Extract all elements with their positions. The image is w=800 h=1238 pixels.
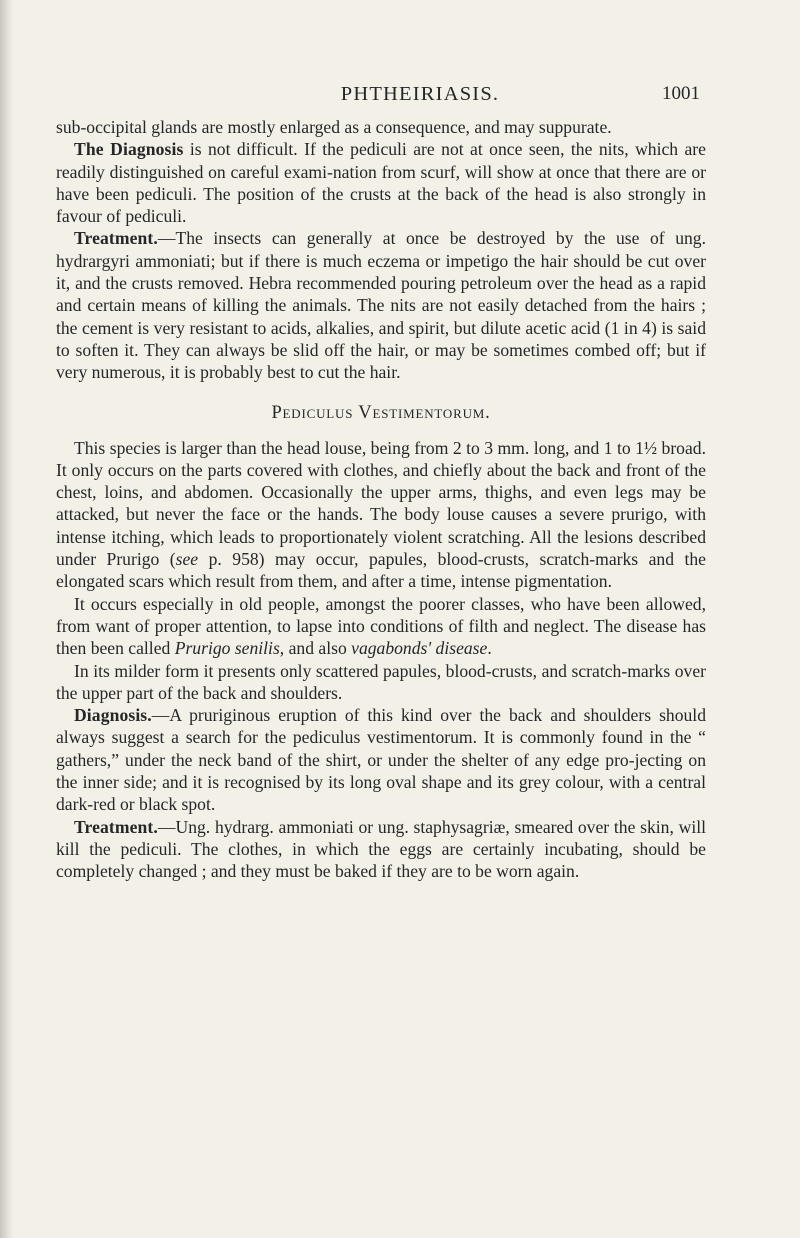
page-header	[140, 80, 700, 108]
treatment-label-2: Treatment.	[74, 816, 158, 837]
milder-form-text: In its milder form it presents only scattered papules, blood-crusts, and scratch-marks over the upper part of the back and shoulders.	[56, 660, 706, 703]
paragraph-treatment-body-louse	[56, 816, 706, 883]
term-prurigo-senilis: Prurigo senilis	[174, 638, 280, 659]
paragraph-milder-form	[56, 660, 706, 705]
paragraph-intro	[56, 116, 706, 138]
paragraph-treatment-head-louse	[56, 227, 706, 383]
page-gutter-shadow	[0, 0, 14, 1238]
occurrence-text: It occurs especially in old people, amongst the poorer classes, who have been allowed, from want of proper attention, to lapse into conditions of filth and neglect. The disease has then been called	[56, 593, 706, 659]
occurrence-mid: , and also	[279, 638, 352, 659]
occurrence-end: .	[487, 638, 492, 659]
diagnosis-label: The Diagnosis	[74, 139, 184, 160]
diagnosis-text: is not difficult. If the pediculi are not at once seen, the nits, which are readily distinguished on careful exami-nation from scurf, will show at once that there are or have been pediculi. The position of the crusts at the back of the head is also strongly in favour of pediculi.	[56, 139, 706, 227]
species-text: This species is larger than the head louse, being from 2 to 3 mm. long, and 1 to 1½ broad. It only occurs on the parts covered with clothes, and chiefly about the back and front of the chest, loins, and abdomen. Occasionally the upper arms, thighs, and even legs may be attacked, but never the face or the hands. The body louse causes a severe prurigo, with intense itching, which leads to proportionately violent scratching. All the lesions described under Prurigo (	[56, 437, 706, 570]
running-title: PHTHEIRIASIS.	[340, 83, 500, 105]
paragraph-diagnosis-head-louse	[56, 138, 706, 227]
page-body	[56, 116, 706, 883]
intro-text: sub-occipital glands are mostly enlarged as a consequence, and may suppurate.	[56, 117, 612, 137]
section-heading: Pediculus Vestimentorum.	[271, 402, 491, 423]
diagnosis-label-2: Diagnosis.	[74, 705, 152, 726]
term-vagabonds-disease: vagabonds' disease	[351, 638, 488, 659]
treatment-text: —The insects can generally at once be destroyed by the use of ung. hydrargyri ammoniati; but if there is much eczema or impetigo the hair should be cut over it, and the crusts removed. Hebra recommended pouring petroleum over the head as a rapid and certain means of killing the animals. The nits are not easily detached from the hairs ; the cement is very resistant to acids, alkalies, and spirit, but dilute acetic acid (1 in 4) is said to soften it. They can always be slid off the hair, or may be sometimes combed off; but if very numerous, it is probably best to cut the hair.	[56, 228, 706, 383]
paragraph-species-description	[56, 437, 706, 593]
paragraph-occurrence	[56, 593, 706, 660]
see-reference: see	[175, 549, 199, 570]
page-number: 1001	[662, 83, 700, 104]
treatment-label: Treatment.	[74, 228, 158, 249]
species-text-end: p. 958) may occur, papules, blood-crusts, scratch-marks and the elongated scars which result from them, and after a time, intense pigmentation.	[56, 549, 706, 592]
treatment-text-2: —Ung. hydrarg. ammoniati or ung. staphysagriæ, smeared over the skin, will kill the pediculi. The clothes, in which the eggs are certainly incubating, should be completely changed ; and they must be baked if they are to be worn again.	[56, 816, 706, 882]
diagnosis-text-2: —A pruriginous eruption of this kind over the back and shoulders should always suggest a search for the pediculus vestimentorum. It is commonly found in the “ gathers,” under the neck band of the shirt, or under the shelter of any edge pro-jecting on the inner side; and it is recognised by its long oval shape and its grey colour, with a central dark-red or black spot.	[56, 705, 706, 815]
paragraph-diagnosis-body-louse	[56, 704, 706, 815]
